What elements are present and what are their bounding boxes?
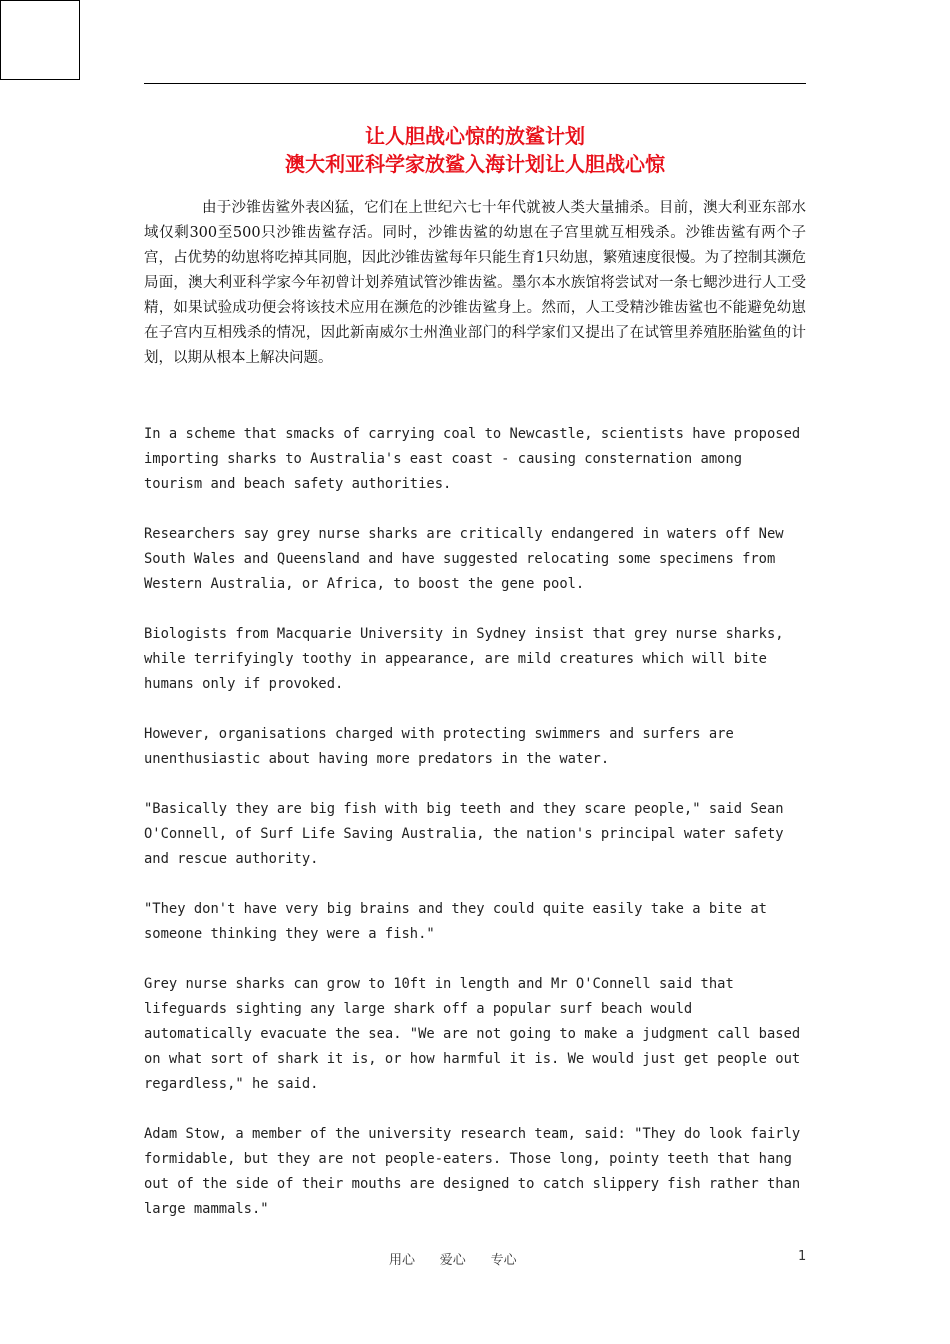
document-title: [144, 122, 806, 178]
corner-frame-box: [0, 0, 80, 80]
title-line-1: 让人胆战心惊的放鲨计划: [365, 124, 585, 148]
english-paragraph: "They don't have very big brains and they could quite easily take a bite at someone thinking they were a fish.": [144, 901, 767, 942]
header-rule: [144, 83, 806, 84]
english-paragraph: Biologists from Macquarie University in Sydney insist that grey nurse sharks, while terrifyingly toothy in appearance, are mild creatures which will bite humans only if provoked.: [144, 626, 784, 692]
english-paragraph: Researchers say grey nurse sharks are critically endangered in waters off New South Wales and Queensland and have suggested relocating some specimens from Western Australia, or Africa, to boost the gene pool.: [144, 526, 784, 592]
footer-motto: 用心 爱心 专心: [389, 1253, 517, 1268]
english-paragraph: In a scheme that smacks of carrying coal to Newcastle, scientists have proposed importing sharks to Australia's east coast - causing consternation among tourism and beach safety authorities.: [144, 426, 801, 492]
chinese-paragraph: 由于沙锥齿鲨外表凶猛，它们在上世纪六七十年代就被人类大量捕杀。目前，澳大利亚东部水域仅剩300至500只沙锥齿鲨存活。同时，沙锥齿鲨的幼崽在子宫里就互相残杀。沙锥齿鲨有两个子宫，占优势的幼崽将吃掉其同胞，因此沙锥齿鲨每年只能生育1只幼崽，繁殖速度很慢。为了控制其濒危局面，澳大利亚科学家今年初曾计划养殖试管沙锥齿鲨。墨尔本水族馆将尝试对一条七鳃沙进行人工受精，如果试验成功便会将该技术应用在濒危的沙锥齿鲨身上。然而，人工受精沙锥齿鲨也不能避免幼崽在子宫内互相残杀的情况，因此新南威尔士州渔业部门的科学家们又提出了在试管里养殖胚胎鲨鱼的计划，以期从根本上解决问题。: [144, 200, 806, 366]
english-paragraph: Adam Stow, a member of the university research team, said: "They do look fairly formidable, but they are not people-eaters. Those long, pointy teeth that hang out of the side of their mouths are designed to catch slippery fish rather than large mammals.": [144, 1126, 801, 1217]
page-number: 1: [798, 1249, 807, 1264]
english-body: [144, 422, 806, 1247]
title-line-2: 澳大利亚科学家放鲨入海计划让人胆战心惊: [285, 152, 665, 176]
english-paragraph: Grey nurse sharks can grow to 10ft in length and Mr O'Connell said that lifeguards sighting any large shark off a popular surf beach would automatically evacuate the sea. "We are not going to make a judgment call based on what sort of shark it is, or how harmful it is. We would just get people out regardless," he said.: [144, 976, 801, 1092]
english-paragraph: "Basically they are big fish with big teeth and they scare people," said Sean O'Connell, of Surf Life Saving Australia, the nation's principal water safety and rescue authority.: [144, 801, 784, 867]
english-paragraph: However, organisations charged with protecting swimmers and surfers are unenthusiastic about having more predators in the water.: [144, 726, 734, 767]
